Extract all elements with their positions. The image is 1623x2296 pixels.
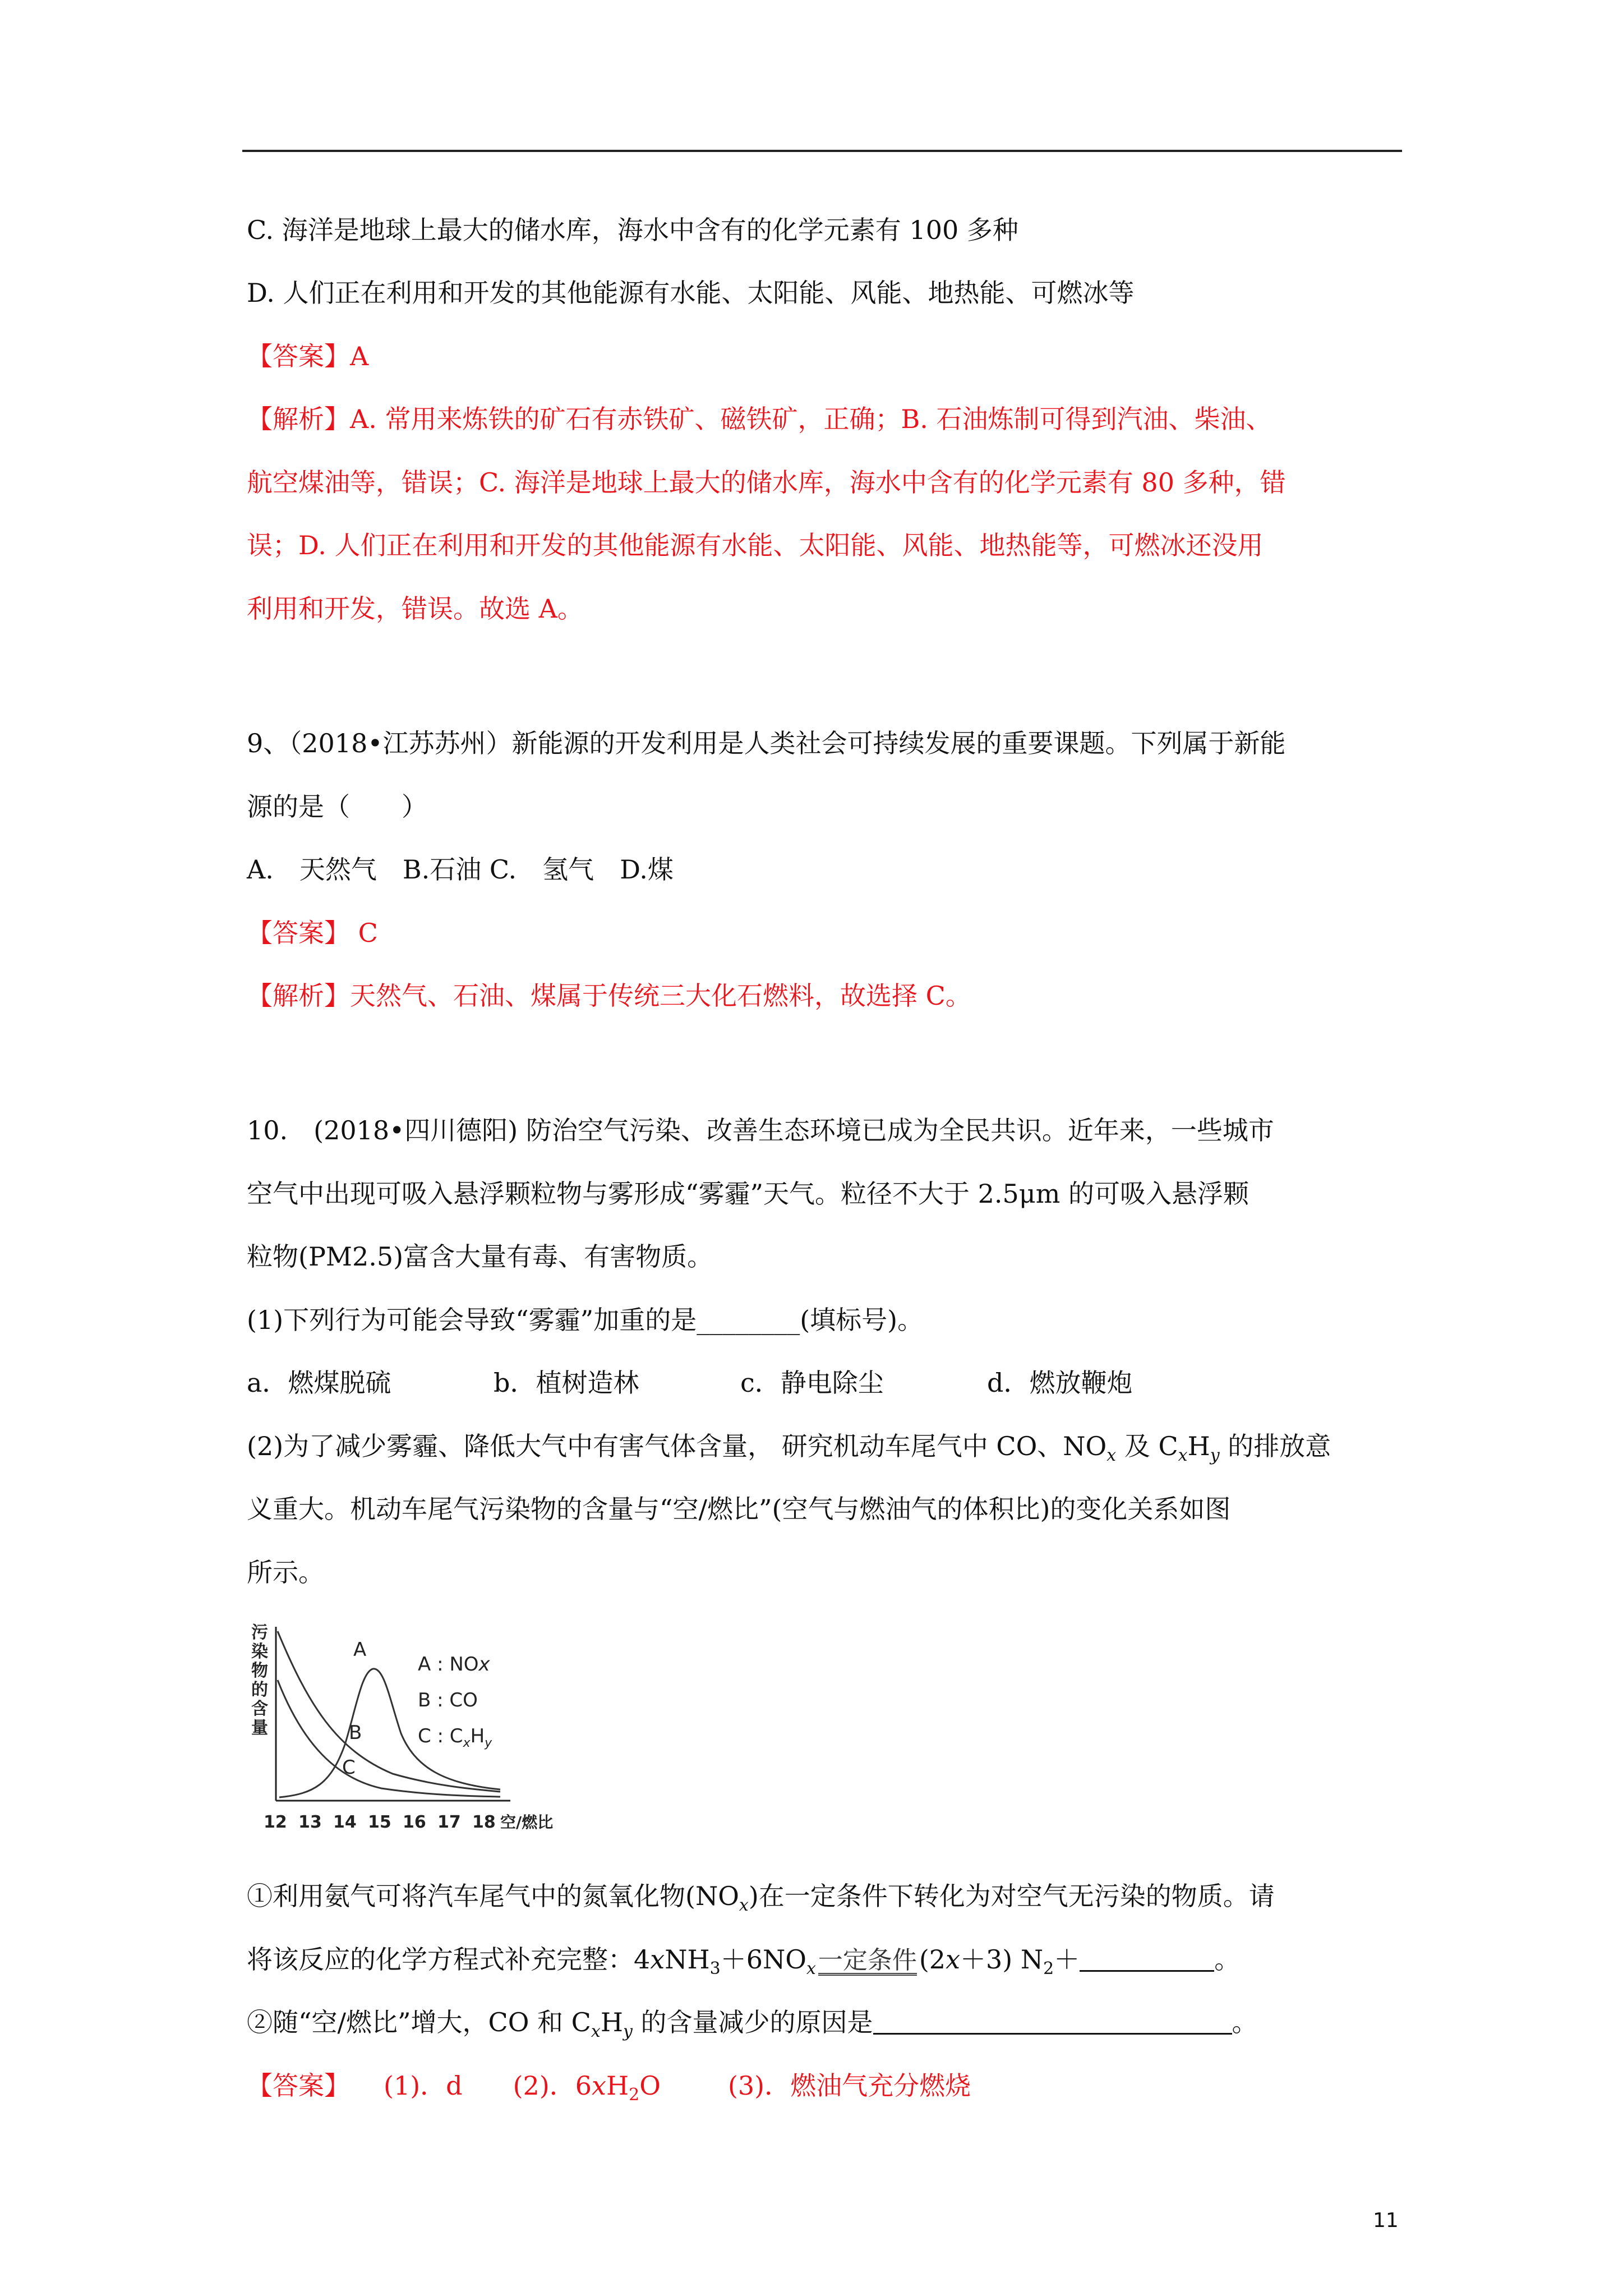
q10-option-b: b．植树造林 bbox=[494, 1368, 639, 1398]
q10-answer: 【答案】 (1)．d (2)．$6xH_2O$ (3)．燃油气充分燃烧 bbox=[247, 2070, 971, 2105]
q10-sub1-line-2: 将该反应的化学方程式补充完整：$4xNH_3+6NO_x$一定条件(2x＋3) $N_2+$ 。 bbox=[247, 1944, 1241, 1978]
q8-analysis-line-2: 航空煤油等，错误；C. 海洋是地球上最大的储水库，海水中含有的化学元素有 80 多种，错 bbox=[247, 467, 1286, 498]
x-tick-label: 13 bbox=[298, 1812, 322, 1832]
q8-analysis-line-1: 【解析】A. 常用来炼铁的矿石有赤铁矿、磁铁矿，正确；B. 石油炼制可得到汽油、柴油、 bbox=[247, 404, 1272, 434]
legend-a: A : NOx bbox=[418, 1653, 490, 1676]
figure-x-ticks bbox=[264, 1812, 496, 1832]
q8-analysis-line-4: 利用和开发，错误。故选 A。 bbox=[247, 593, 583, 624]
q8-analysis-label: 【解析】 bbox=[247, 404, 350, 434]
x-tick-label: 18 bbox=[472, 1812, 496, 1832]
q10-part2-line-1: (2)为了减少雾霾、降低大气中有害气体含量， 研究机动车尾气中 CO、$NO_x$ 及 $C_xH_y$ 的排放意 bbox=[247, 1431, 1331, 1465]
x-tick-label: 16 bbox=[403, 1812, 426, 1832]
q10-sub1-line-1: ①利用氨气可将汽车尾气中的氮氧化物$(NO_x)$在一定条件下转化为对空气无污染的物质。请 bbox=[247, 1881, 1275, 1915]
reaction-condition: 一定条件 bbox=[818, 1946, 917, 1975]
q9-answer: 【答案】 C bbox=[247, 918, 378, 948]
q10-stem-line-2: 空气中出现可吸入悬浮颗粒物与雾形成“雾霾”天气。粒径不大于 2.5μm 的可吸入悬浮颗 bbox=[247, 1179, 1249, 1209]
figure-xlabel: 空/燃比 bbox=[500, 1813, 554, 1832]
x-tick-label: 17 bbox=[437, 1812, 461, 1832]
x-tick-label: 15 bbox=[368, 1812, 391, 1832]
answer-blank-2 bbox=[873, 2009, 1232, 2035]
curve-label-a: A bbox=[353, 1639, 367, 1661]
page-number: 11 bbox=[1373, 2209, 1399, 2232]
q10-option-d: d．燃放鞭炮 bbox=[987, 1368, 1133, 1398]
legend-b: B : CO bbox=[418, 1689, 478, 1711]
x-tick-label: 14 bbox=[333, 1812, 357, 1832]
legend-c: C : $C_xH_y$ bbox=[418, 1725, 492, 1750]
q10-part2-line-3: 所示。 bbox=[247, 1557, 324, 1588]
figure-ylabel: 污染物的含量 bbox=[251, 1623, 268, 1738]
header-rule bbox=[242, 150, 1402, 152]
curve-label-c: C bbox=[342, 1756, 356, 1779]
pollutant-figure bbox=[247, 1616, 578, 1840]
q10-part2-line-2: 义重大。机动车尾气污染物的含量与“空/燃比”(空气与燃油气的体积比)的变化关系如图 bbox=[247, 1494, 1231, 1524]
answer-blank-1 bbox=[1080, 1947, 1214, 1972]
q10-sub2: ②随“空/燃比”增大，CO 和 $C_xH_y$ 的含量减少的原因是 。 bbox=[247, 2007, 1258, 2041]
x-tick-label: 12 bbox=[264, 1812, 287, 1832]
q9-analysis: 【解析】天然气、石油、煤属于传统三大化石燃料，故选择 C。 bbox=[247, 981, 971, 1011]
q10-stem-line-3: 粒物(PM2.5)富含大量有毒、有害物质。 bbox=[247, 1241, 713, 1272]
q9-stem-line-2: 源的是（ ） bbox=[247, 792, 427, 822]
q8-option-c: C. 海洋是地球上最大的储水库，海水中含有的化学元素有 100 多种 bbox=[247, 215, 1018, 245]
q10-part1: (1)下列行为可能会导致“雾霾”加重的是________(填标号)。 bbox=[247, 1305, 924, 1335]
q8-answer: 【答案】A bbox=[247, 341, 369, 371]
q8-analysis-line-3: 误；D. 人们正在利用和开发的其他能源有水能、太阳能、风能、地热能等，可燃冰还没用 bbox=[247, 530, 1264, 560]
q8-option-d: D. 人们正在利用和开发的其他能源有水能、太阳能、风能、地热能、可燃冰等 bbox=[247, 278, 1135, 308]
q10-option-a: a．燃煤脱硫 bbox=[247, 1368, 391, 1398]
q9-stem-line-1: 9、（2018•江苏苏州）新能源的开发利用是人类社会可持续发展的重要课题。下列属于新能 bbox=[247, 728, 1286, 758]
curve-a-nox bbox=[279, 1669, 500, 1797]
curve-label-b: B bbox=[349, 1722, 362, 1744]
q10-stem-line-1: 10. (2018•四川德阳) 防治空气污染、改善生态环境已成为全民共识。近年来，一些城市 bbox=[247, 1115, 1274, 1145]
q9-options: A. 天然气 B.石油 C. 氢气 D.煤 bbox=[247, 854, 674, 885]
q10-option-c: c．静电除尘 bbox=[740, 1368, 884, 1398]
q10-part1-options bbox=[247, 1363, 1132, 1402]
